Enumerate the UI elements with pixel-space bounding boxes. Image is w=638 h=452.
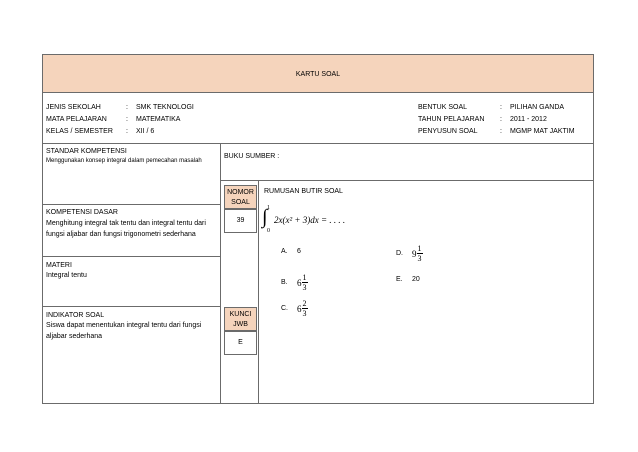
integral-sign: ∫ bbox=[262, 206, 268, 228]
option-e-value: 20 bbox=[412, 276, 420, 283]
value-kelas-semester: XII / 6 bbox=[136, 128, 155, 135]
option-b-label: B. bbox=[281, 279, 288, 286]
option-c-mixed-number bbox=[297, 299, 308, 318]
middle-column-divider bbox=[258, 180, 259, 403]
label-bentuk-soal: BENTUK SOAL bbox=[418, 104, 468, 111]
option-c-denominator: 3 bbox=[302, 309, 307, 318]
card-title: KARTU SOAL bbox=[295, 71, 341, 78]
value-tahun-pelajaran: 2011 - 2012 bbox=[510, 116, 547, 123]
option-e-label: E. bbox=[396, 276, 403, 283]
label-jenis-sekolah: JENIS SEKOLAH bbox=[46, 104, 101, 111]
sep-penyusun-soal: : bbox=[500, 128, 502, 135]
sep-bentuk-soal: : bbox=[500, 104, 502, 111]
option-e bbox=[396, 276, 420, 283]
option-a-label: A. bbox=[281, 248, 288, 255]
label-kelas-semester: KELAS / SEMESTER bbox=[46, 128, 113, 135]
kunci-label-line1: KUNCI bbox=[229, 311, 252, 318]
option-b-fraction bbox=[302, 273, 308, 292]
option-a bbox=[281, 248, 301, 255]
nomor-soal-value-box bbox=[224, 209, 257, 233]
standar-divider bbox=[43, 204, 220, 205]
kompetensi-text: Menghitung integral tak tentu dan integral tentu dari fungsi aljabar dan fungsi trigonometri sederhana bbox=[46, 220, 206, 238]
rumusan-title: RUMUSAN BUTIR SOAL bbox=[264, 188, 343, 195]
label-tahun-pelajaran: TAHUN PELAJARAN bbox=[418, 116, 485, 123]
standar-title: STANDAR KOMPETENSI bbox=[46, 148, 127, 155]
option-d-numerator: 1 bbox=[417, 244, 422, 253]
option-d-label: D. bbox=[396, 250, 403, 257]
buku-sumber-label: BUKU SUMBER : bbox=[224, 153, 280, 160]
option-c-whole: 6 bbox=[297, 303, 302, 314]
kunci-value: E bbox=[238, 339, 243, 346]
value-penyusun-soal: MGMP MAT JAKTIM bbox=[510, 128, 575, 135]
kunci-label-box bbox=[224, 307, 257, 331]
nomor-soal-label-box bbox=[224, 185, 257, 209]
materi-title: MATERI bbox=[46, 262, 72, 269]
kunci-value-box bbox=[224, 331, 257, 355]
nomor-label-line1: NOMOR bbox=[227, 189, 254, 196]
value-mata-pelajaran: MATEMATIKA bbox=[136, 116, 181, 123]
buku-divider bbox=[220, 180, 593, 181]
option-d-whole: 9 bbox=[412, 248, 417, 259]
sep-tahun-pelajaran: : bbox=[500, 116, 502, 123]
materi-text: Integral tentu bbox=[46, 272, 87, 279]
option-c bbox=[281, 299, 308, 318]
option-d-fraction bbox=[417, 244, 423, 263]
standar-text: Menggunakan konsep integral dalam pemecahan masalah bbox=[46, 158, 202, 164]
kompetensi-title: KOMPETENSI DASAR bbox=[46, 209, 118, 216]
materi-divider bbox=[43, 306, 220, 307]
info-divider bbox=[43, 143, 593, 144]
option-a-value: 6 bbox=[297, 248, 301, 255]
value-bentuk-soal: PILIHAN GANDA bbox=[510, 104, 565, 111]
option-d-denominator: 3 bbox=[417, 254, 422, 263]
option-b bbox=[281, 273, 308, 292]
sep-kelas-semester: : bbox=[126, 128, 128, 135]
option-c-numerator: 2 bbox=[302, 299, 307, 308]
option-b-whole: 6 bbox=[297, 277, 302, 288]
left-column-divider bbox=[220, 143, 221, 403]
option-b-numerator: 1 bbox=[302, 273, 307, 282]
option-c-fraction bbox=[302, 299, 308, 318]
integral-upper-limit: 1 bbox=[267, 205, 270, 211]
nomor-soal-value: 39 bbox=[236, 217, 245, 224]
integral-lower-limit: 0 bbox=[267, 228, 270, 234]
option-d bbox=[396, 244, 423, 263]
kompetensi-divider bbox=[43, 256, 220, 257]
indikator-title: INDIKATOR SOAL bbox=[46, 312, 105, 319]
option-b-denominator: 3 bbox=[302, 283, 307, 292]
kunci-label-line2: JWB bbox=[233, 321, 248, 328]
integral-expression: 2x(x² + 3)dx = . . . . bbox=[274, 215, 346, 225]
sep-jenis-sekolah: : bbox=[126, 104, 128, 111]
sep-mata-pelajaran: : bbox=[126, 116, 128, 123]
option-b-mixed-number bbox=[297, 273, 308, 292]
option-d-mixed-number bbox=[412, 244, 423, 263]
indikator-text: Siswa dapat menentukan integral tentu dari fungsi aljabar sederhana bbox=[46, 322, 202, 340]
label-penyusun-soal: PENYUSUN SOAL bbox=[418, 128, 478, 135]
label-mata-pelajaran: MATA PELAJARAN bbox=[46, 116, 107, 123]
option-c-label: C. bbox=[281, 305, 288, 312]
nomor-label-line2: SOAL bbox=[231, 199, 250, 206]
value-jenis-sekolah: SMK TEKNOLOGI bbox=[136, 104, 194, 111]
